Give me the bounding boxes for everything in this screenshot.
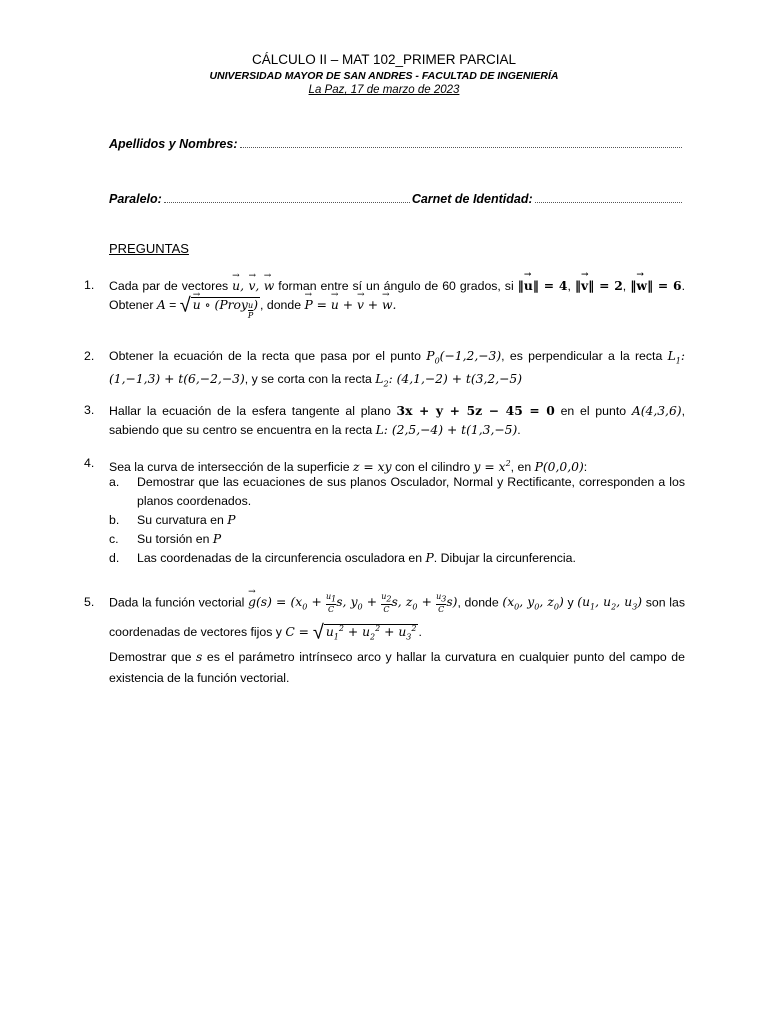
- name-label: Apellidos y Nombres:: [109, 137, 238, 151]
- section-title: PREGUNTAS: [109, 241, 189, 256]
- question-body: Dada la función vectorial → $g(s) = (x_0$ + $\frac{u_1}{C}$ s, $y_0$ + $\frac{u_2}{C}$ s, $z_0$ + $\frac{u_3}{C}$ s), donde ($x_0$, $y_0$, $z_0$) y ($u_1$, $u_2$, $u_3$) son las coordenadas de vectores fijos y C = √ $u_1^2 + u_2^2 + u_3^2$ . Demostrar que s es el parámetro intrínseco arco y hallar la curvatura en cualquier punto del campo de existencia de la función vectorial.: [109, 592, 685, 689]
- question-body: Hallar la ecuación de la esfera tangente al plano 3x + y + 5z − 45 = 0 en el punto A(4,3,6), sabiendo que su centro se encuentra en la recta L: (2,5,−4) + t(1,3,−5).: [109, 403, 686, 437]
- university-name: UNIVERSIDAD MAYOR DE SAN ANDRES - FACULTAD DE INGENIERÍA: [209, 70, 559, 82]
- exam-date: La Paz, 17 de marzo de 2023: [308, 84, 460, 96]
- question-body: Cada par de vectores → u, → v, → w forman entre sí un ángulo de 60 grados, si ‖→ u‖ = 4, ‖→ v‖ = 2, ‖→ w‖ = 6. Obtener A = √→ u ∘ (Proy $_{\frac{u}{P}}$ ) , donde → P = → u + → v + → w.: [109, 276, 685, 320]
- question-body: Sea la curva de intersección de la superficie z = xy con el cilindro $y = x^2$, en P(0,0,0):: [109, 459, 588, 475]
- carnet-label: Carnet de Identidad:: [411, 192, 533, 206]
- paralelo-label: Paralelo:: [109, 192, 162, 206]
- question-body: Obtener la ecuación de la recta que pasa por el punto $P_0(-1,2,-3)$, es perpendicular a la recta $L_1$: (1,−1,3) + t(6,−2,−3), y se corta con la recta $L_2$: (4,1,−2) + t(3,2,−5): [109, 349, 685, 389]
- paralelo-dotted-line[interactable]: [164, 201, 410, 203]
- name-field[interactable]: [109, 133, 684, 151]
- exam-title: CÁLCULO II – MAT 102_PRIMER PARCIAL: [251, 52, 517, 67]
- question-number: 2.: [84, 349, 95, 363]
- carnet-dotted-line[interactable]: [535, 201, 682, 203]
- paralelo-carnet-row: [109, 188, 684, 206]
- exam-page: CÁLCULO II – MAT 102_PRIMER PARCIAL UNIVERSIDAD MAYOR DE SAN ANDRES - FACULTAD DE INGENIERÍA La Paz, 17 de marzo de 2023 Apellidos y Nombres: Paralelo: Carnet de Identidad: PREGUNTAS 1. Cada par de vectores → u, → v, → w forman entre sí un ángulo de 60 grados, si ‖→ u‖ = 4, ‖→ v‖ = 2, ‖→ w‖ = 6. Obtener A = √→ u ∘ (Proy $_{\frac{u}{P}}$ ) , donde → P = → u + → v + → w. 2. Obtener la ecuación de la recta que pasa por el punto $P_0(-1,2,-3)$, es perpendicular a la recta $L_1$: (1,−1,3) + t(6,−2,−3), y se corta con la recta $L_2$: (4,1,−2) + t(3,2,−5) 3. Hallar la ecuación de la esfera tangente al plano 3x + y + 5z − 45 = 0 en el punto A(4,3,6), sabiendo que su centro se encuentra en la recta L: (2,5,−4) + t(1,3,−5). 4. Sea la curva de intersección de la superficie z = xy con el cilindro $y = x^2$, en P(0,0,0): a. Demostrar que las ecuaciones de sus planos Osculador, Normal y Rectificante, corresponden a los planos coordenados. b. Su curvatura en P c. Su torsión en P d. Las coordenadas de la circunferencia osculadora en P. Dibujar la circunferencia. 5. Dada la función vectorial → $g(s) = (x_0$ + $\frac{u_1}{C}$ s, $y_0$ + $\frac{u_2}{C}$ s, $z_0$ + $\frac{u_3}{C}$ s), donde ($x_0$, $y_0$, $z_0$) y ($u_1$, $u_2$, $u_3$) son las coordenadas de vectores fijos y C = √ $u_1^2 + u_2^2 + u_3^2$ . Demostrar que s es el parámetro intrínseco arco y hallar la curvatura en cualquier punto del campo de existencia de la función vectorial.: [0, 0, 768, 1024]
- question-number: 3.: [84, 403, 95, 417]
- question-number: 1.: [84, 278, 95, 292]
- name-dotted-line[interactable]: [240, 146, 683, 148]
- question-number: 4.: [84, 456, 95, 470]
- question-number: 5.: [84, 595, 95, 609]
